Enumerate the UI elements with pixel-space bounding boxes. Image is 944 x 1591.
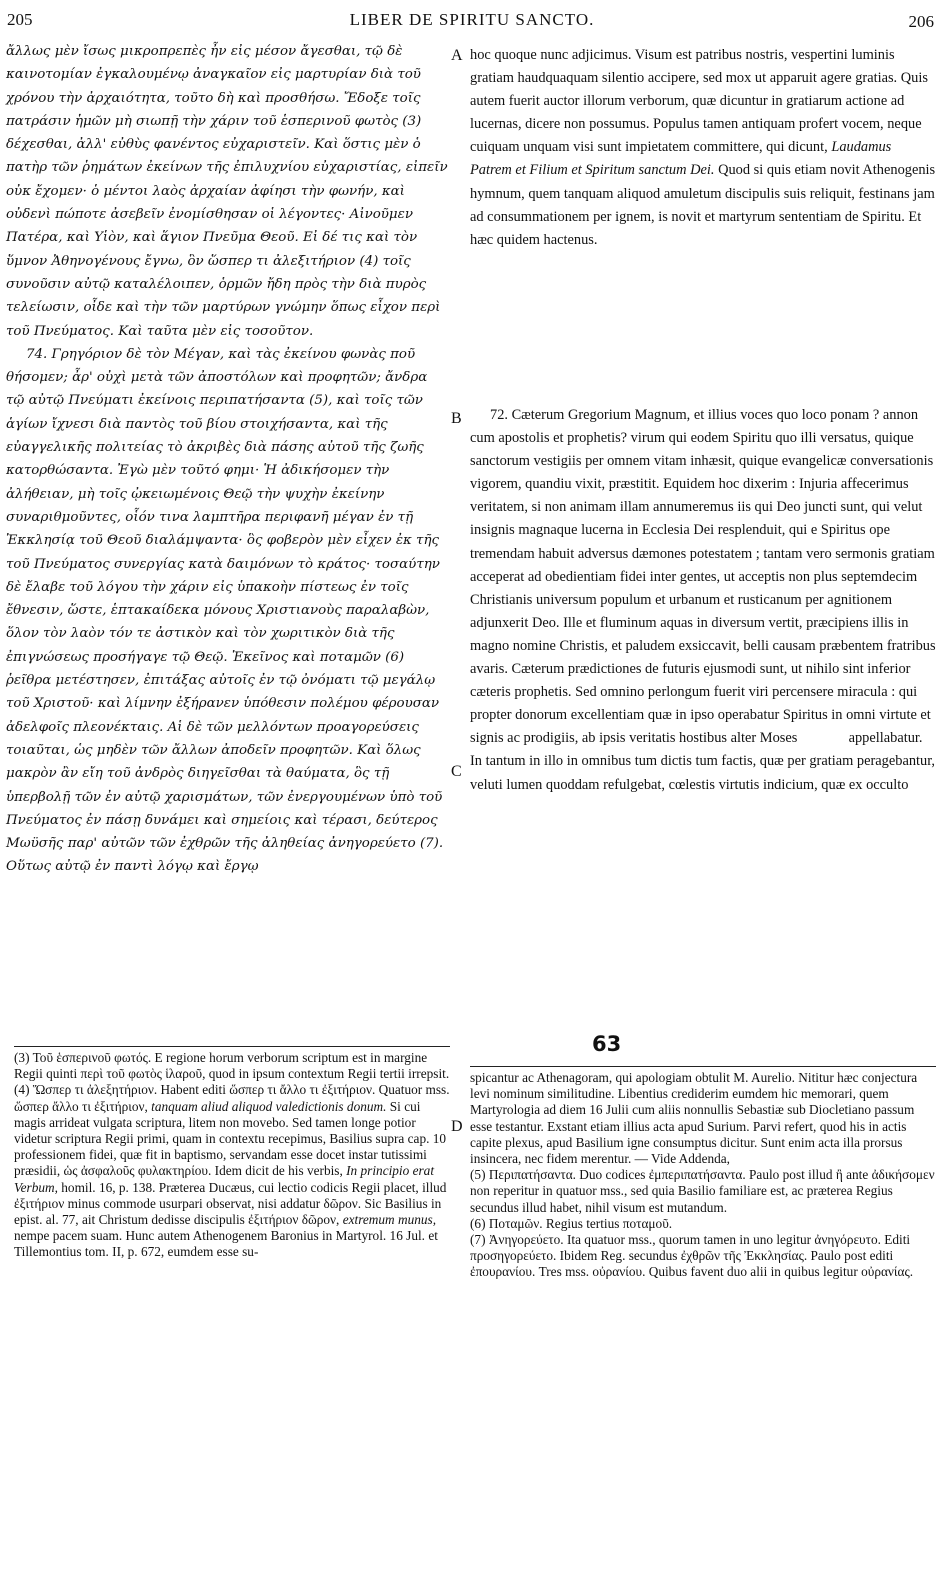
page-number-right: 206 — [908, 12, 934, 31]
latin-text-column-2 — [470, 404, 936, 797]
footnote-continuation: spicantur ac Athenagoram, qui apologiam obtulit M. Aurelio. Nititur hæc conjectura levi nominum similitudine. Libentius crediderim eumdem hic memorari, quem Martyrologia ad diem 16 Julii cum aliis nonnullis Sebastiæ sub Diocletiano passum esse testantur. Exstant etiam illius acta apud Surium. Parvi refert, quod his in actis capite plexus, apud Basilium igne consumptus dicitur. Sunt enim acta illa prorsus insincera, nec fidem merentur. — Vide Addenda, — [470, 1070, 918, 1167]
latin-text-column — [470, 44, 936, 252]
footnotes-right — [470, 1070, 936, 1281]
footnote-5: (5) Περιπατήσαντα. Duo codices ἐμπεριπατήσαντα. Paulo post illud ἢ ante ἀδικήσομεν non reperitur in quatuor mss., sed quia Basilio familiare est, ac præterea Regius secundus illud habet, nihil visum est mutandum. — [470, 1167, 935, 1215]
footnote-3: (3) Τοῦ ἑσπερινοῦ φωτός. E regione horum verborum scriptum est in margine Regii quinti περὶ τοῦ φωτὸς ἱλαροῦ, quod in ipsum contextum Regii tertii irrepsit. — [14, 1050, 450, 1082]
latin-paragraph — [470, 404, 936, 797]
greek-text-column — [6, 40, 448, 879]
signature-number: 63 — [592, 1032, 622, 1056]
page-number-left: 205 — [7, 10, 33, 29]
column-marker-c: C — [451, 763, 462, 780]
running-header — [0, 6, 944, 34]
footnote-4 — [14, 1082, 450, 1260]
column-marker-b: B — [451, 410, 462, 427]
latin-text: 72. Cæterum Gregorium Magnum, et illius voces quo loco ponam ? annon cum apostolis et prophetis? virum qui eodem Spiritu quo illi versatus, quique sanctorum vestigiis per omnem vitam inhæsit, quique evangelicæ conversationis vigorem, quandiu vixit, præstitit. Equidem hoc dixerim : Injuria affecerimus veritatem, si non animam illam annumeremus iis qui Deo juncti sunt, qui velut insignis magnaque lucerna in Ecclesia Dei resplenduit, qui e Spiritus ope tremendam habuit adversus dæmones potestatem ; tantam vero sermonis gratiam acceperat ad obedientiam fidei inter gentes, ut acceptis non plus septemdecim Christianis universum populum et urbanum et rusticanum per agnitionem adjunxerit Deo. Ille et fluminum aquas in diversum vertit, præcipiens illis in magno nomine Christis, et paludem exsiccavit, belli causam præbentem fratribus avaris. Cæterum prædictiones de futuris ejusmodi sunt, ut nihilo sint inferior cæteris prophetis. Sed omnino perlongum fuerit viri percensere miracula : qui propter donorum excellentiam quæ in ipso operabatur Spiritus in omni virtute et signis ac prodigiis, ab ipsis veritatis hostibus alter Moses — [470, 407, 936, 747]
footnote-7: (7) Ἀνηγορεύετο. Ita quatuor mss., quorum tamen in uno legitur ἀνηγόρευτο. Editi προσηγορεύετο. Ibidem Reg. secundus ἐχθρῶν τῆς Ἐκκλησίας. Paulo post editi ἐπουρανίου. Tres mss. οὐρανίου. Quibus favent duo alii in quibus legitur οὐρανίας. — [470, 1232, 914, 1280]
footnote-rule-left — [14, 1046, 450, 1047]
footnote-italic: tanquam aliud aliquod valedictionis donum. — [151, 1098, 387, 1114]
footnote-6: (6) Ποταμῶν. Regius tertius ποταμοῦ. — [470, 1215, 673, 1231]
footnotes-left — [14, 1050, 450, 1261]
footnote-italic: In principio erat Verbum, — [14, 1163, 435, 1195]
latin-text: Quod si quis etiam novit Athenogenis hymnum, quem tanquam aliquod amuletum discipulis suis reliquit, festinans jam ad consummationem per ignem, is novit et martyrum sententiam de Spiritu. Et hæc quidem hactenus. — [470, 162, 936, 248]
greek-paragraph: ἄλλως μὲν ἴσως μικροπρεπὲς ἦν εἰς μέσον ἄγεσθαι, τῷ δὲ καινοτομίαν ἐγκαλουμένῳ ἀναγκαῖον εἰς μαρτυρίαν διὰ τοῦ χρόνου τὴν ἀρχαιότητα, τοῦτο δὴ καὶ προσθήσω. Ἔδοξε τοῖς πατράσιν ἡμῶν μὴ σιωπῇ τὴν χάριν τοῦ ἑσπερινοῦ φωτὸς (3) δέχεσθαι, ἀλλ' εὐθὺς φανέντος εὐχαριστεῖν. Καὶ ὅστις μὲν ὁ πατὴρ τῶν ῥημάτων ἐκείνων τῆς ἐπιλυχνίου εὐχαριστίας, εἰπεῖν οὐκ ἔχομεν· ὁ μέντοι λαὸς ἀρχαίαν ἀφίησι τὴν φωνήν, καὶ οὐδενὶ πώποτε ἀσεβεῖν ἐνομίσθησαν οἱ λέγοντες· Αἰνοῦμεν Πατέρα, καὶ Υἱὸν, καὶ ἅγιον Πνεῦμα Θεοῦ. Εἰ δέ τις καὶ τὸν ὕμνον Ἀθηνογένους ἔγνω, ὃν ὥσπερ τι ἀλεξιτήριον (4) τοῖς συνοῦσιν αὐτῷ καταλέλοιπεν, ὁρμῶν ἤδη πρὸς τὴν διὰ πυρὸς τελείωσιν, οἶδε καὶ τὴν τῶν μαρτύρων γνώμην ὅπως εἶχον περὶ τοῦ Πνεύματος. Καὶ ταῦτα μὲν εἰς τοσοῦτον. — [6, 44, 448, 339]
column-marker-a: A — [451, 47, 463, 64]
running-title: LIBER DE SPIRITU SANCTO. — [349, 10, 595, 29]
column-marker-d: D — [451, 1118, 463, 1135]
latin-paragraph — [470, 44, 936, 252]
latin-text: hoc quoque nunc adjicimus. Visum est patribus nostris, vespertini luminis gratiam haudquaquam silentio accipere, sed mox ut apparuit agere gratias. Quis autem fuerit auctor illorum verborum, quæ dicuntur in gratiarum actione ad lucernas, dicere non possumus. Populus tamen antiquam profert vocem, neque cuiquam unquam visi sunt impietatem committere, qui dicunt, — [470, 47, 928, 156]
latin-italic-quote: Laudamus Patrem et Filium et Spiritum sanctum Dei. — [470, 139, 892, 179]
footnote-rule-right — [470, 1066, 936, 1067]
footnote-text: homil. 16, p. 138. Præterea Ducæus, cui lectio codicis Regii placet, illud ἐξιτήριον minus commode usurpari observat, nisi addatur δῶρον. Sic Basilius in epist. al. 77, ait Christum dedisse discipulis ἐξιτήριον δῶρον, — [14, 1179, 447, 1228]
footnote-text: Si cui magis arrideat vulgata scriptura, litem non movebo. Sed tamen longe potior videtur scriptura Regii primi, quam in contextu recepimus, Basilius supra cap. 10 professionem fidei, quæ fit in baptismo, servandam esse docet instar tutissimi præsidii, ὡς ἀσφαλοῦς φυλακτηρίου. Idem dicit de his verbis, — [14, 1098, 447, 1179]
footnote-text: nempe pacem suam. Hunc autem Athenogenem Baronius in Martyrol. 16 Jul. et Tillemontius tom. II, p. 672, eumdem esse su- — [14, 1228, 438, 1260]
greek-paragraph: 74. Γρηγόριον δὲ τὸν Μέγαν, καὶ τὰς ἐκείνου φωνὰς ποῦ θήσομεν; ἆρ' οὐχὶ μετὰ τῶν ἀποστόλων καὶ προφητῶν; ἄνδρα τῷ αὐτῷ Πνεύματι ἐκείνοις περιπατήσαντα (5), καὶ τοῖς τῶν ἁγίων ἴχνεσι διὰ παντὸς τοῦ βίου στοιχήσαντα, καὶ τῆς εὐαγγελικῆς πολιτείας τὸ ἀκριβὲς διὰ πάσης αὐτοῦ τῆς ζωῆς κατορθώσαντα. Ἐγὼ μὲν τοῦτό φημι· Ἡ ἀδικήσομεν τὴν ἀλήθειαν, μὴ τοῖς ᾠκειωμένοις Θεῷ τὴν ψυχὴν ἐκείνην συναριθμοῦντες, οἷόν τινα λαμπτῆρα περιφανῆ μέγαν ἐν τῇ Ἐκκλησίᾳ τοῦ Θεοῦ διαλάμψαντα· ὃς φοβερὸν μὲν εἶχεν ἐκ τῆς τοῦ Πνεύματος συνεργίας κατὰ δαιμόνων τὸ κράτος· τοσαύτην δὲ ἔλαβε τοῦ λόγου τὴν χάριν εἰς ὑπακοὴν πίστεως ἐν τοῖς ἔθνεσιν, ὥστε, ἑπτακαίδεκα μόνους Χριστιανοὺς παραλαβὼν, ὅλον τὸν λαὸν τόν τε ἀστικὸν καὶ τὸν χωριτικὸν διὰ τῆς ἐπιγνώσεως προσήγαγε τῷ Θεῷ. Ἐκεῖνος καὶ ποταμῶν (6) ῥεῖθρα μετέστησεν, ἐπιτάξας αὐτοῖς ἐν τῷ ὀνόματι τῷ μεγάλῳ τοῦ Χριστοῦ· καὶ λίμνην ἐξήρανεν ὑπόθεσιν πολέμου φέρουσαν ἀδελφοῖς πλεονέκταις. Αἱ δὲ τῶν μελλόντων προαγορεύσεις τοιαῦται, ὡς μηδὲν τῶν ἄλλων ἀποδεῖν προφητῶν. Καὶ ὅλως μακρὸν ἂν εἴη τοῦ ἀνδρὸς διηγεῖσθαι τὰ θαύματα, ὃς τῇ ὑπερβολῇ τῶν ἐν αὐτῷ χαρισμάτων, τῶν ἐνεργουμένων ὑπὸ τοῦ Πνεύματος ἐν πάσῃ δυνάμει καὶ σημείοις καὶ τέρασι, δεύτερος Μωϋσῆς παρ' αὐτῶν τῶν ἐχθρῶν τῆς ἀληθείας ἀνηγορεύετο (7). Οὕτως αὐτῷ ἐν παντὶ λόγῳ καὶ ἔργῳ — [6, 346, 444, 875]
latin-text: appellabatur. In tantum in illo in omnibus tum dictis tum factis, quæ per gratiam peragebantur, veluti lumen quoddam refulgebat, cœlestis virtutis indicium, quæ ex occulto — [470, 730, 936, 793]
footnote-italic: extremum munus, — [342, 1212, 437, 1228]
footnote-text: (4) Ὥσπερ τι ἀλεξητήριον. Habent editi ὥσπερ τι ἄλλο τι ἐξιτήριον. Quatuor mss. ὥσπερ ἄλλο τι ἐξιτήριον, — [14, 1082, 450, 1114]
